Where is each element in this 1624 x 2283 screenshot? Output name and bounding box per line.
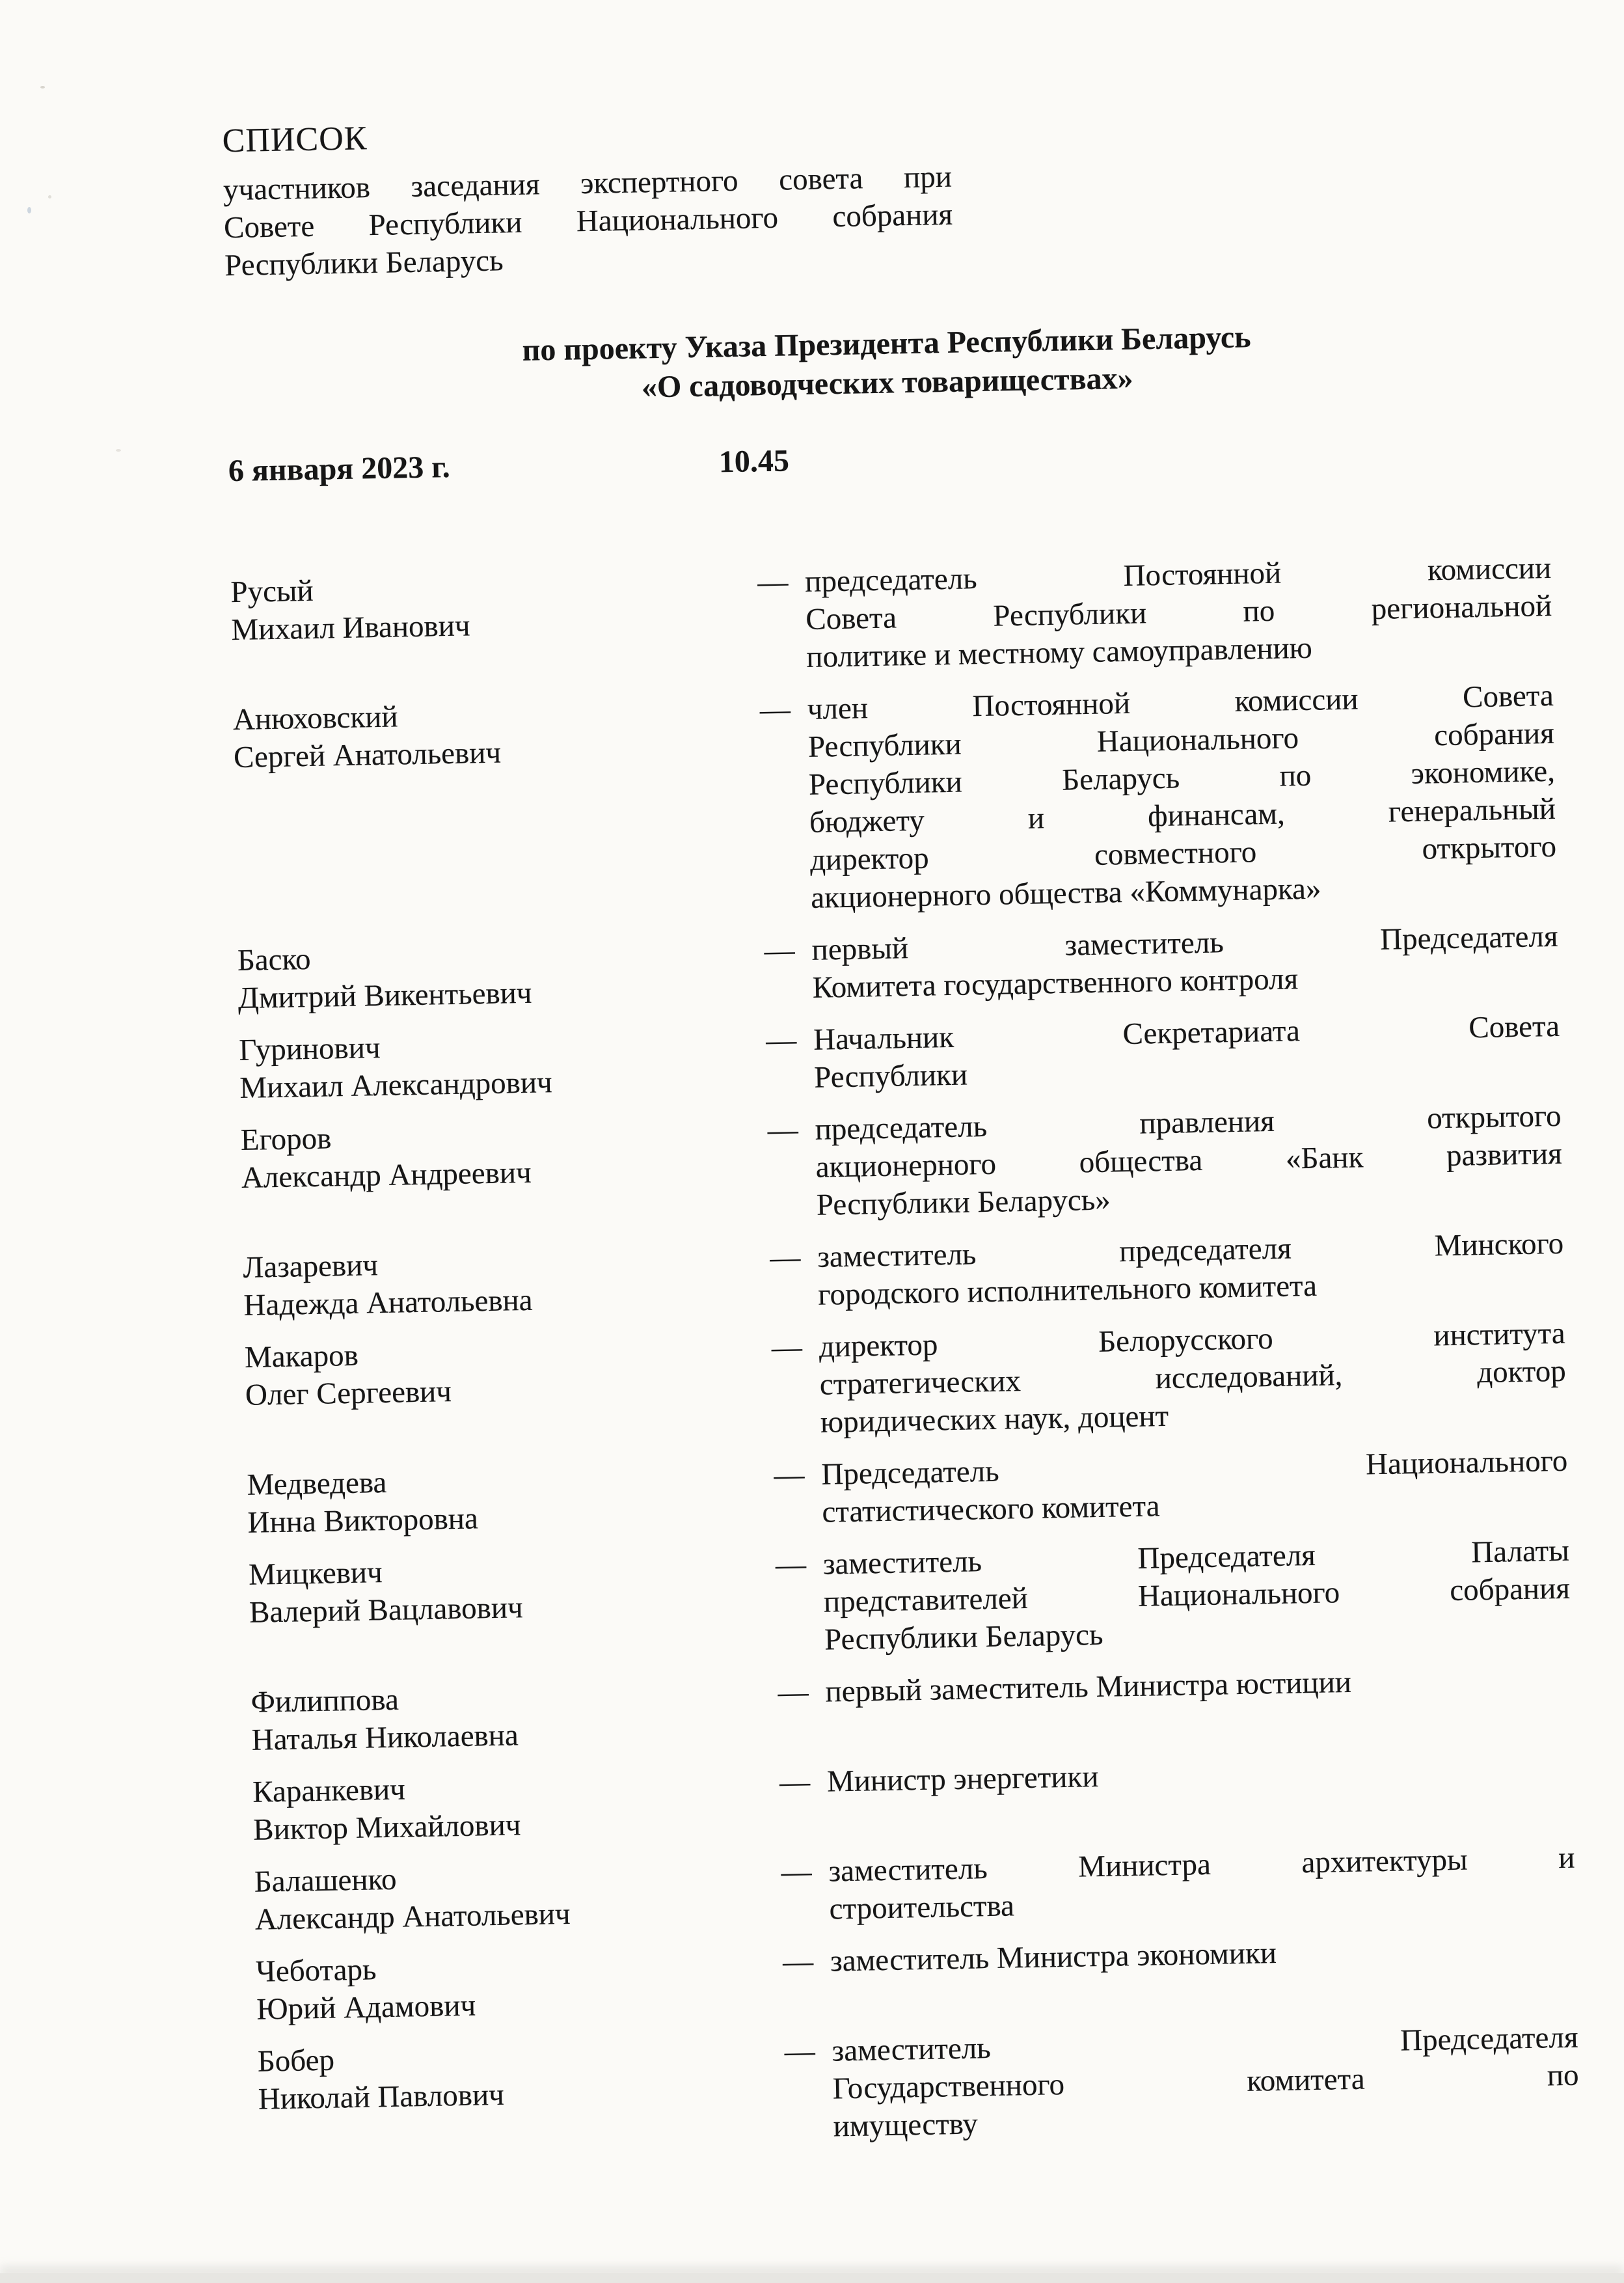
em-dash: —: [757, 565, 789, 600]
em-dash: —: [771, 1330, 803, 1365]
participant-surname: Егоров: [240, 1121, 332, 1157]
position-line: акционерного общества «Коммунарка»: [810, 871, 1321, 915]
participant-surname: Мицкевич: [248, 1555, 383, 1592]
participant-surname: Анюховский: [232, 700, 398, 737]
document-subtitle: [223, 158, 954, 284]
participant-surname: Чеботарь: [255, 1952, 377, 1989]
participant-surname: Бобер: [257, 2043, 335, 2079]
subject-line: по проекту Указа Президента Республики Беларусь: [522, 320, 1251, 368]
participant-given-names: Александр Анатольевич: [254, 1896, 571, 1937]
participant-row: [237, 918, 1559, 1017]
participant-given-names: Михаил Иванович: [231, 608, 470, 648]
meeting-date: 6 января 2023 г.: [228, 449, 451, 489]
participant-position-text: [822, 1532, 1571, 1659]
participant-surname: Балашенко: [254, 1862, 397, 1899]
participant-name: [239, 1022, 767, 1107]
participant-row: [232, 677, 1557, 927]
position-line: директор Белорусского института: [819, 1316, 1566, 1364]
participant-given-names: Дмитрий Викентьевич: [237, 976, 532, 1016]
date-row: [228, 428, 1549, 490]
participant-name: [240, 1112, 769, 1235]
participant-position-text: [832, 2019, 1580, 2146]
position-line: Государственного комитета по: [832, 2058, 1579, 2106]
meeting-time: 10.45: [718, 443, 790, 480]
participant-given-names: Сергей Анатольевич: [233, 735, 502, 775]
participant-given-names: Николай Павлович: [258, 2077, 505, 2116]
participant-position: [759, 677, 1557, 918]
participant-position-text: [807, 677, 1557, 917]
participant-given-names: Виктор Михайлович: [252, 1808, 521, 1847]
scan-bottom-edge: [0, 2273, 1624, 2283]
position-line: заместитель Министра архитектуры и: [828, 1840, 1575, 1889]
position-line: председатель Постоянной комиссии: [804, 551, 1552, 599]
participant-position-text: [821, 1442, 1569, 1531]
em-dash: —: [784, 2034, 816, 2069]
em-dash: —: [764, 933, 796, 968]
participant-given-names: Надежда Анатольевна: [243, 1283, 533, 1322]
participants-list: [230, 549, 1580, 2156]
position-line: юридических наук, доцент: [820, 1399, 1169, 1440]
participant-row: [243, 1225, 1565, 1324]
participant-position: [766, 1007, 1561, 1097]
participant-surname: Филиппова: [250, 1682, 399, 1719]
participant-surname: Гуринович: [238, 1031, 381, 1068]
participant-position: [781, 1839, 1576, 1929]
position-line: первый заместитель Министра юстиции: [825, 1665, 1352, 1709]
participant-surname: Каранкевич: [252, 1772, 406, 1809]
participant-position: [783, 1929, 1578, 2019]
participant-position: [771, 1315, 1567, 1442]
participant-name: [257, 2033, 786, 2156]
position-line: Республики Беларусь: [824, 1617, 1103, 1657]
position-line: член Постоянной комиссии Совета: [807, 678, 1554, 726]
participant-position-text: [817, 1225, 1565, 1314]
em-dash: —: [782, 1945, 814, 1979]
em-dash: —: [759, 692, 791, 728]
participant-name: [232, 691, 763, 927]
participant-row: [249, 1532, 1571, 1669]
position-line: председатель правления открытого: [815, 1099, 1562, 1147]
participant-surname: Баско: [237, 942, 311, 978]
position-line: Республики Национального собрания: [807, 716, 1555, 764]
participant-name: [230, 564, 759, 687]
participant-row: [256, 1929, 1578, 2029]
participant-position: [757, 549, 1553, 677]
participant-row: [230, 549, 1553, 687]
participant-surname: Лазаревич: [242, 1248, 379, 1285]
participant-position: [784, 2019, 1580, 2146]
em-dash: —: [775, 1548, 807, 1583]
participant-name: [244, 1329, 773, 1452]
participant-position-text: [815, 1097, 1563, 1224]
em-dash: —: [779, 1765, 811, 1799]
participant-position: [770, 1225, 1565, 1315]
participant-position: [764, 918, 1559, 1007]
participant-name: [237, 932, 765, 1017]
participant-position-text: [830, 1929, 1577, 1980]
position-line: Комитета государственного контроля: [812, 962, 1299, 1005]
scan-speck: [40, 86, 45, 89]
position-line: Республики Беларусь по экономике,: [808, 754, 1556, 802]
participant-row: [257, 2019, 1580, 2156]
scan-speck: [27, 207, 31, 213]
subtitle-line: участников заседания экспертного совета при: [223, 159, 953, 208]
participant-position-text: [819, 1315, 1567, 1442]
participant-given-names: Инна Викторовна: [247, 1501, 479, 1540]
scan-speck: [48, 195, 51, 198]
participant-position: [778, 1660, 1573, 1749]
position-line: представителей Национального собрания: [823, 1571, 1571, 1619]
em-dash: —: [765, 1023, 797, 1058]
position-line: городского исполнительного комитета: [817, 1268, 1318, 1312]
participant-given-names: Александр Андреевич: [241, 1155, 532, 1195]
participant-given-names: Юрий Адамович: [256, 1988, 476, 2027]
participant-position: [774, 1442, 1569, 1532]
position-line: статистического комитета: [822, 1489, 1160, 1529]
position-line: заместитель Председателя Палаты: [822, 1533, 1570, 1581]
participant-row: [239, 1007, 1561, 1107]
position-line: Начальник Секретариата Совета: [813, 1009, 1560, 1057]
position-line: Республики: [813, 1058, 968, 1095]
em-dash: —: [773, 1458, 805, 1493]
subtitle-line: Совете Республики Национального собрания: [223, 197, 953, 245]
em-dash: —: [781, 1855, 813, 1889]
participant-position-text: [828, 1839, 1576, 1928]
participant-row: [250, 1660, 1573, 1759]
position-line: директор совместного открытого: [809, 829, 1557, 877]
participant-given-names: Валерий Вацлавович: [249, 1591, 524, 1630]
position-line: Совета Республики по региональной: [805, 588, 1552, 636]
participant-position: [779, 1749, 1575, 1839]
position-line: имуществу: [833, 2107, 979, 2144]
participant-surname: Макаров: [244, 1338, 359, 1374]
participant-row: [247, 1442, 1569, 1542]
participant-surname: Русый: [230, 573, 314, 610]
position-line: строительства: [829, 1889, 1015, 1926]
participant-name: [256, 1943, 784, 2029]
position-line: бюджету и финансам, генеральный: [809, 791, 1556, 840]
participant-name: [243, 1239, 771, 1324]
participant-position-text: [813, 1007, 1561, 1097]
document-content: [222, 96, 1580, 2170]
em-dash: —: [767, 1113, 799, 1148]
position-line: Республики Беларусь»: [816, 1183, 1111, 1222]
participant-given-names: Наталья Николаевна: [251, 1718, 519, 1757]
position-line: первый заместитель Председателя: [811, 919, 1558, 967]
participant-position: [775, 1532, 1571, 1660]
position-line: акционерного общества «Банк развития: [815, 1136, 1563, 1184]
position-line: заместитель Министра экономики: [830, 1936, 1277, 1978]
participant-position: [767, 1097, 1563, 1225]
participant-row: [240, 1097, 1563, 1235]
position-line: Председатель Национального: [820, 1443, 1568, 1492]
position-line: заместитель Председателя: [832, 2020, 1578, 2068]
position-line: Министр энергетики: [826, 1760, 1099, 1799]
participant-row: [252, 1749, 1575, 1849]
participant-name: [252, 1764, 781, 1849]
participant-name: [250, 1674, 779, 1759]
participant-given-names: Олег Сергеевич: [245, 1374, 452, 1412]
participant-name: [247, 1456, 775, 1542]
position-line: заместитель председателя Минского: [817, 1226, 1564, 1274]
participant-position-text: [805, 549, 1553, 676]
position-line: политике и местному самоуправлению: [805, 631, 1313, 674]
subject-heading: [226, 312, 1548, 415]
em-dash: —: [769, 1240, 801, 1276]
subtitle-line: Республики Беларусь: [224, 243, 504, 283]
participant-given-names: Михаил Александрович: [239, 1065, 553, 1106]
participant-position-text: [811, 918, 1559, 1007]
position-line: стратегических исследований, доктор: [819, 1354, 1567, 1402]
participant-position-text: [827, 1749, 1574, 1801]
em-dash: —: [778, 1675, 809, 1710]
participant-name: [254, 1853, 782, 1939]
participant-row: [244, 1315, 1567, 1452]
participant-name: [249, 1546, 778, 1669]
participant-surname: Медведева: [247, 1465, 387, 1502]
participant-row: [254, 1839, 1576, 1939]
document-title: СПИСОК: [222, 120, 368, 160]
scan-speck: [116, 449, 121, 452]
participant-position-text: [825, 1660, 1572, 1711]
subject-line: «О садоводческих товариществах»: [641, 361, 1133, 405]
